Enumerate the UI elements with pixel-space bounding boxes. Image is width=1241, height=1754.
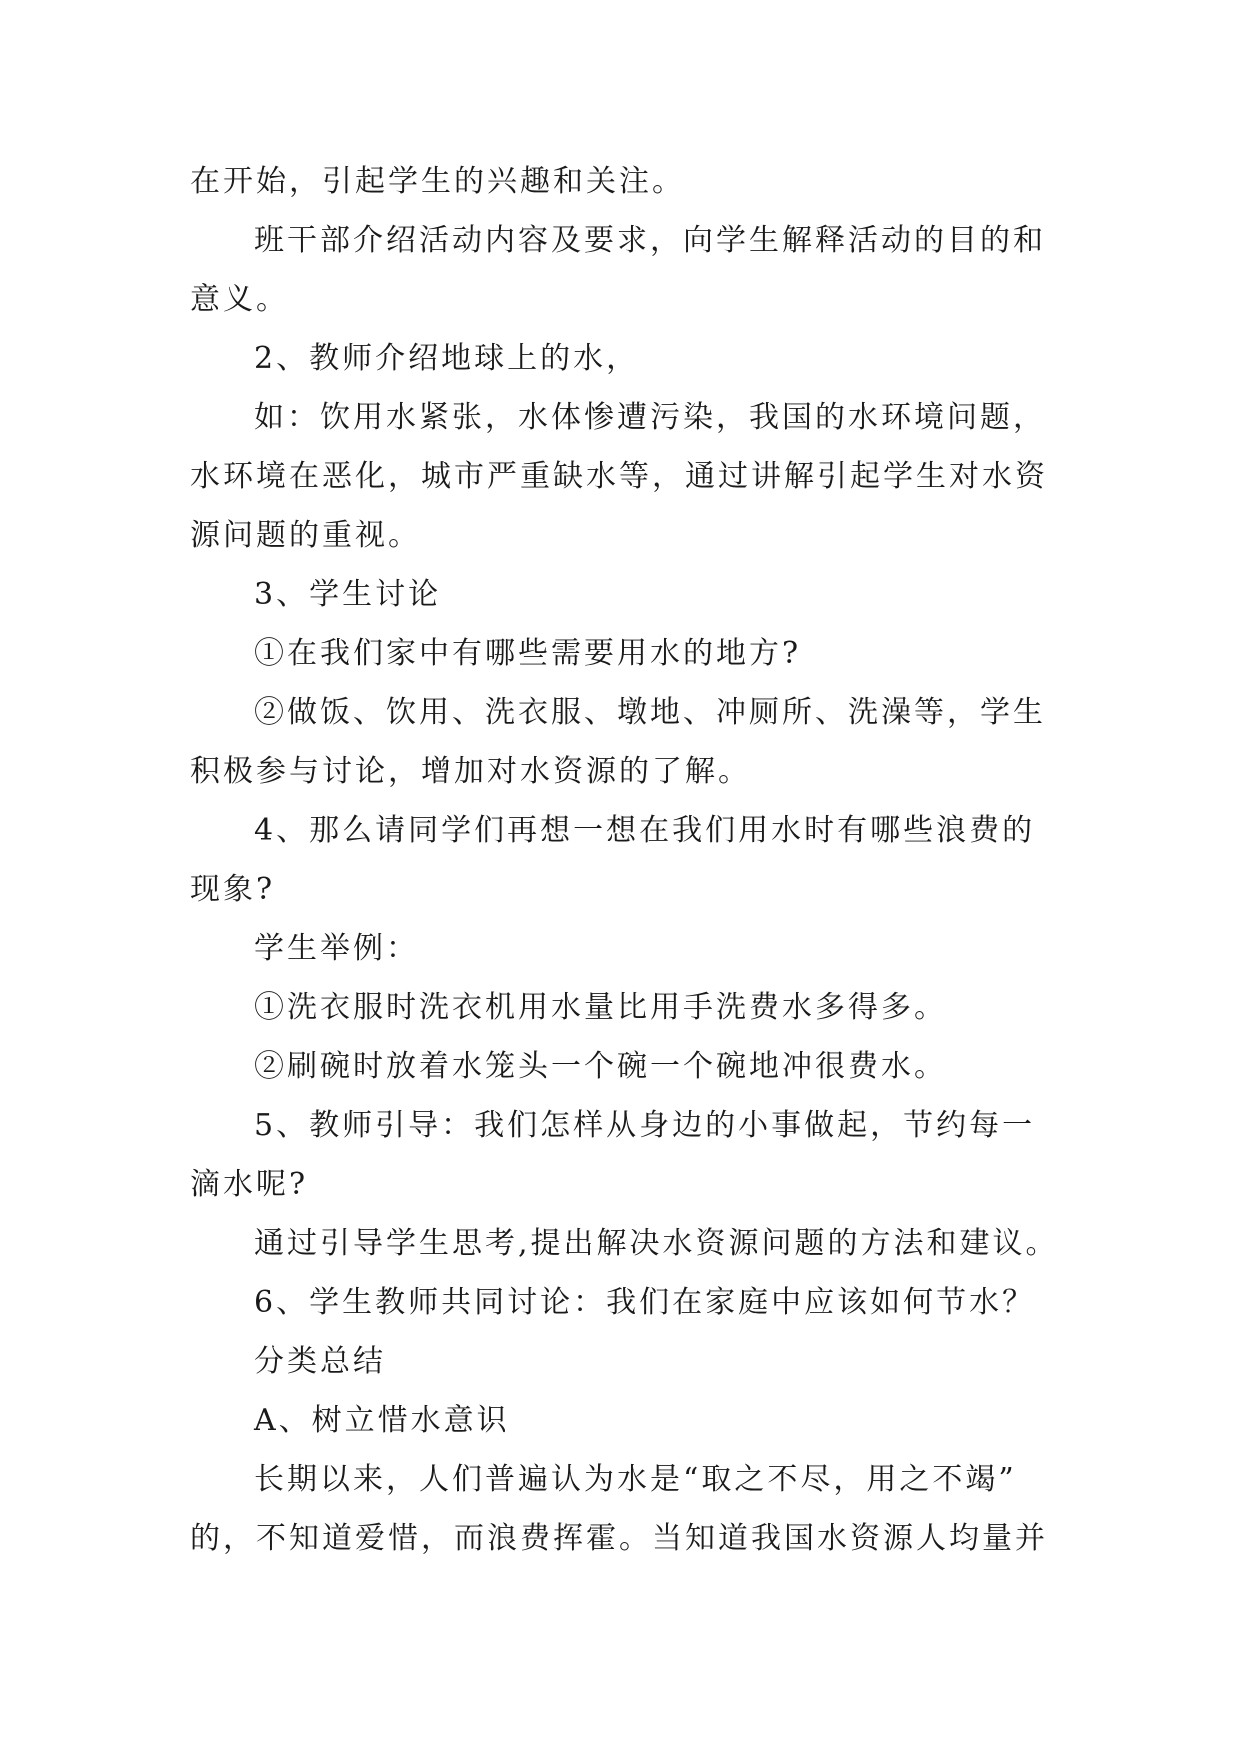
- text-line: 的，不知道爱惜，而浪费挥霍。当知道我国水资源人均量并: [190, 1521, 1048, 1556]
- text-line: 源问题的重视。: [190, 518, 421, 553]
- text-line: 5、教师引导：我们怎样从身边的小事做起，节约每一: [254, 1108, 1036, 1143]
- text-line: 水环境在恶化，城市严重缺水等，通过讲解引起学生对水资: [190, 459, 1048, 494]
- text-line: 现象?: [190, 872, 276, 907]
- text-line: 意义。: [190, 282, 289, 317]
- text-line: 长期以来，人们普遍认为水是“取之不尽，用之不竭”: [254, 1462, 1017, 1497]
- text-line: ①在我们家中有哪些需要用水的地方?: [254, 636, 802, 671]
- text-line: A、树立惜水意识: [254, 1403, 510, 1438]
- text-line: 班干部介绍活动内容及要求，向学生解释活动的目的和: [254, 223, 1046, 258]
- text-line: 滴水呢?: [190, 1167, 309, 1202]
- text-line: 通过引导学生思考,提出解决水资源问题的方法和建议。: [254, 1226, 1059, 1261]
- text-line: 在开始，引起学生的兴趣和关注。: [190, 164, 685, 199]
- text-line: 4、那么请同学们再想一想在我们用水时有哪些浪费的: [254, 813, 1036, 848]
- text-line: ①洗衣服时洗衣机用水量比用手洗费水多得多。: [254, 990, 947, 1025]
- text-line: 学生举例：: [254, 931, 419, 966]
- text-line: 6、学生教师共同讨论：我们在家庭中应该如何节水？: [254, 1285, 1036, 1320]
- text-line: 2、教师介绍地球上的水，: [254, 341, 640, 376]
- document-body: [190, 152, 1059, 1568]
- text-line: 如：饮用水紧张，水体惨遭污染，我国的水环境问题，: [254, 400, 1046, 435]
- text-line: 分类总结: [254, 1344, 386, 1379]
- text-line: ②刷碗时放着水笼头一个碗一个碗地冲很费水。: [254, 1049, 947, 1084]
- text-line: 积极参与讨论，增加对水资源的了解。: [190, 754, 751, 789]
- text-line: 3、学生讨论: [254, 577, 442, 612]
- text-line: ②做饭、饮用、洗衣服、墩地、冲厕所、洗澡等，学生: [254, 695, 1046, 730]
